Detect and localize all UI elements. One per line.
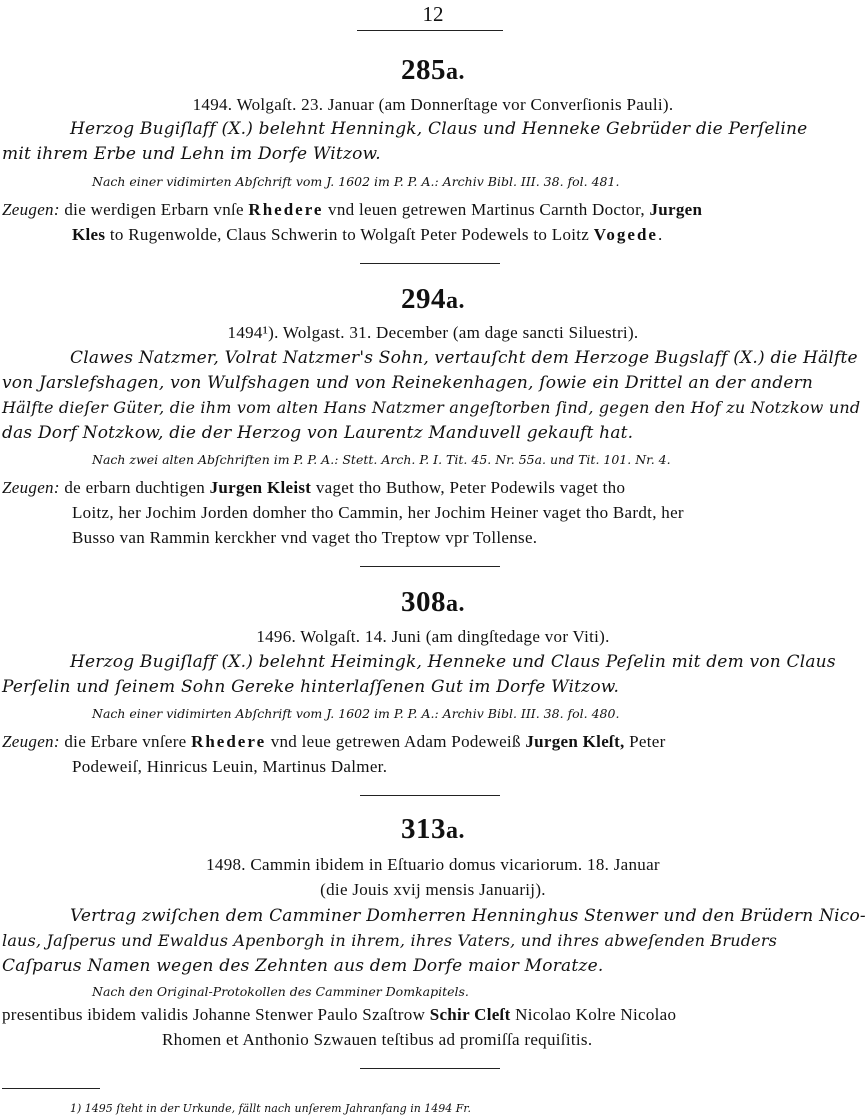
witnesses-label: Zeugen:	[2, 200, 60, 219]
section-rule	[360, 263, 500, 264]
dateline: 1498. Cammin ibidem in Eſtuario domus vicariorum. 18. Januar	[206, 855, 660, 874]
body-line: Hälfte dieſer Güter, die ihm vom alten Hans Natzmer angeſtorben ſind, gegen den Hof zu Notzkow und	[2, 398, 861, 417]
witnesses-line: Kles to Rugenwolde, Claus Schwerin to Wolgaſt Peter Podewels to Loitz Vogede.	[72, 225, 663, 244]
doc-number-suffix: a.	[446, 818, 465, 844]
doc-number: 285	[401, 54, 446, 86]
footnote: 1) 1495 ſteht in der Urkunde, fällt nach unſerem Jahranfang in 1494 Fr.	[70, 1102, 471, 1115]
top-rule	[357, 30, 503, 31]
witnesses-line: Zeugen: de erbarn duchtigen Jurgen Kleist vaget tho Buthow, Peter Podewils vaget tho	[2, 478, 626, 497]
closing-line: Rhomen et Anthonio Szwauen teſtibus ad promiſſa requiſitis.	[162, 1030, 593, 1049]
section-rule	[360, 1068, 500, 1069]
witnesses-line: Zeugen: die werdigen Erbarn vnſe Rhedere vnd leuen getrewen Martinus Carnth Doctor, Jurgen	[2, 200, 703, 219]
body-line: Caſparus Namen wegen des Zehnten aus dem Dorfe maior Moratze.	[2, 956, 604, 976]
doc-number-suffix: a.	[446, 288, 465, 314]
doc-number-308a	[0, 586, 866, 619]
section-rule	[360, 566, 500, 567]
doc-number-313a	[0, 813, 866, 846]
source-note: Nach zwei alten Abſchriften im P. P. A.: Stett. Arch. P. I. Tit. 45. Nr. 55a. und Tit. 101. Nr. 4.	[92, 452, 671, 467]
witnesses-line: Loitz, her Jochim Jorden domher tho Cammin, her Jochim Heiner vaget tho Bardt, her	[72, 503, 684, 522]
body-line: Perſelin und ſeinem Sohn Gereke hinterlaſſenen Gut im Dorfe Witzow.	[2, 677, 620, 697]
body-line: von Jarslefshagen, von Wulfshagen und von Reinekenhagen, ſowie ein Drittel an der andern	[2, 373, 814, 393]
footnote-rule	[2, 1088, 100, 1089]
body-line: Clawes Natzmer, Volrat Natzmer's Sohn, vertauſcht dem Herzoge Bugslaff (X.) die Hälfte	[70, 348, 858, 368]
body-line: Vertrag zwiſchen dem Camminer Domherren Henninghus Stenwer und den Brüdern Nico-	[70, 906, 866, 926]
witnesses-line: Podeweiſ, Hinricus Leuin, Martinus Dalmer.	[72, 757, 388, 776]
source-note: Nach einer vidimirten Abſchrift vom J. 1602 im P. P. A.: Archiv Bibl. III. 38. fol. 480.	[92, 706, 620, 721]
closing-line: presentibus ibidem validis Johanne Stenwer Paulo Szaſtrow Schir Cleſt Nicolao Kolre Nicolao	[2, 1005, 677, 1024]
doc-number-suffix: a.	[446, 59, 465, 85]
section-rule	[360, 795, 500, 796]
page-number: 12	[422, 2, 444, 26]
witnesses-line: Busso van Rammin kerckher vnd vaget tho Treptow vpr Tollense.	[72, 528, 538, 547]
witnesses-label: Zeugen:	[2, 478, 60, 497]
doc-number-294a	[0, 283, 866, 316]
doc-number-285a	[0, 54, 866, 87]
source-note: Nach einer vidimirten Abſchrift vom J. 1602 im P. P. A.: Archiv Bibl. III. 38. fol. 481.	[92, 174, 620, 189]
dateline: 1494. Wolgaſt. 23. Januar (am Donnerſtage vor Converſionis Pauli).	[192, 95, 674, 114]
body-line: Herzog Bugiſlaff (X.) belehnt Henningk, Claus und Henneke Gebrüder die Perſeline	[70, 119, 808, 139]
body-line: Herzog Bugiſlaff (X.) belehnt Heimingk, Henneke und Claus Peſelin mit dem von Claus	[70, 652, 836, 672]
doc-number: 294	[401, 283, 446, 315]
body-line: das Dorf Notzkow, die der Herzog von Laurentz Manduvell gekauft hat.	[2, 423, 634, 443]
doc-number: 313	[401, 813, 446, 845]
dateline: 1496. Wolgaſt. 14. Juni (am dingſtedage vor Viti).	[256, 627, 610, 646]
body-line: laus, Jaſperus und Ewaldus Apenborgh in ihrem, ihres Vaters, und ihres abweſenden Bruders	[2, 931, 778, 950]
witnesses-line: Zeugen: die Erbare vnſere Rhedere vnd leue getrewen Adam Podeweiß Jurgen Kleſt, Peter	[2, 732, 666, 751]
dateline: 1494¹). Wolgast. 31. December (am dage sancti Siluestri).	[227, 323, 639, 342]
doc-number: 308	[401, 586, 446, 618]
witnesses-label: Zeugen:	[2, 732, 60, 751]
doc-number-suffix: a.	[446, 591, 465, 617]
dateline-continued: (die Jouis xvij mensis Januarij).	[320, 880, 546, 899]
body-line: mit ihrem Erbe und Lehn im Dorfe Witzow.	[2, 144, 381, 164]
source-note: Nach den Original-Protokollen des Camminer Domkapitels.	[92, 984, 469, 999]
